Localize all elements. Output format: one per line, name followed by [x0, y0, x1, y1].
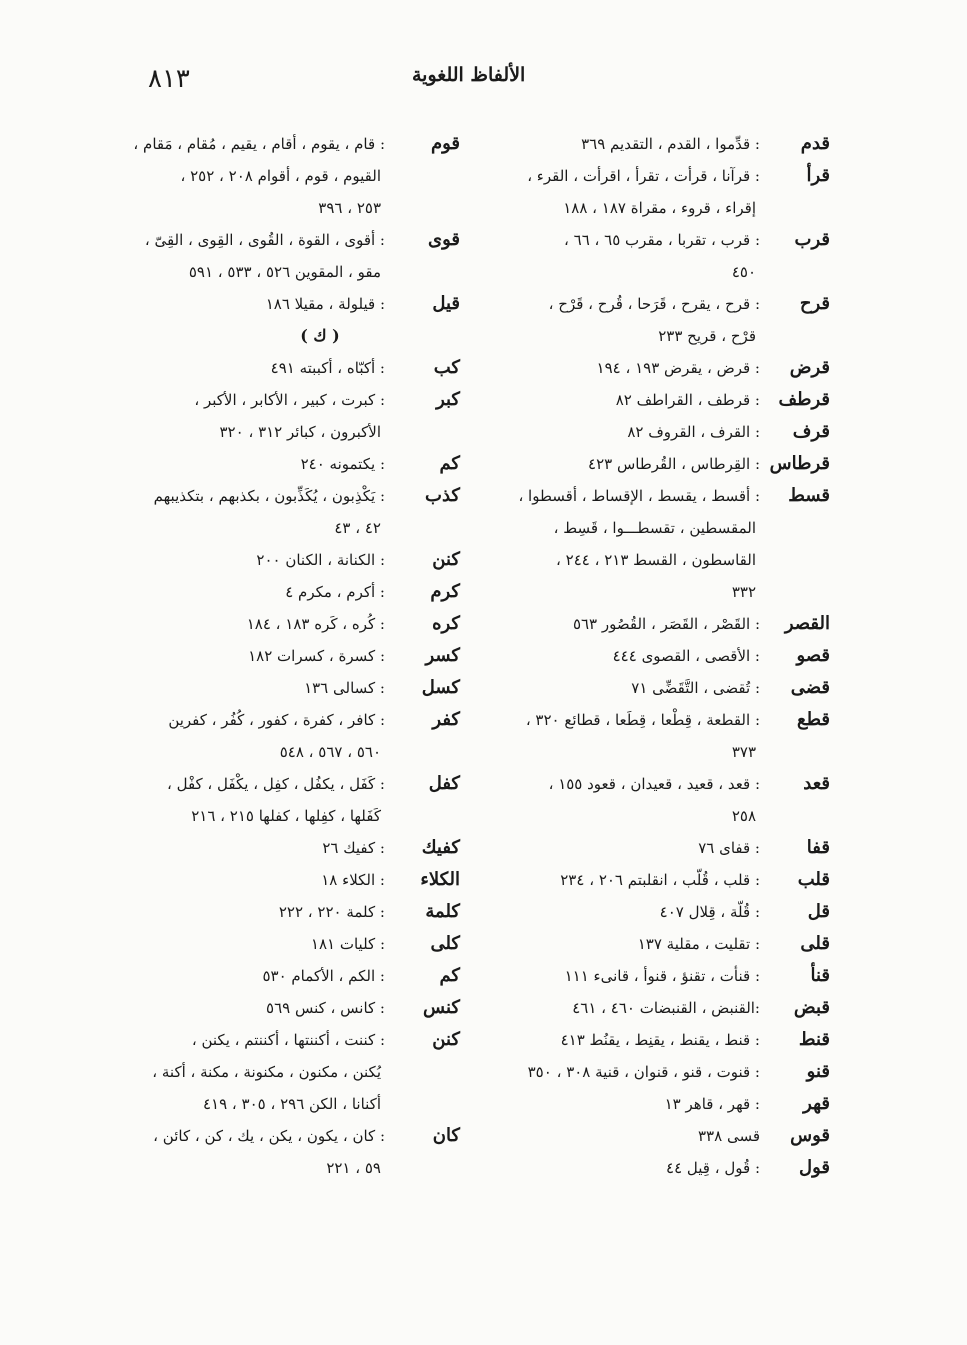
index-entry [120, 832, 460, 864]
entry-line: المقسطين ، تقسطـــوا ، قَسِط ، [553, 519, 756, 537]
entry-line: : قنوت ، قنو ، قنوان ، قنية ٣٠٨ ، ٣٥٠ [527, 1063, 760, 1081]
entry-body [120, 384, 385, 448]
entry-body [120, 576, 385, 608]
entry-root: كلمة [425, 901, 460, 922]
entry-root: قبض [793, 997, 830, 1018]
index-entry [120, 576, 460, 608]
index-entry [120, 640, 460, 672]
entry-line: ٢٥٨ [731, 807, 756, 825]
entry-root: قرح [799, 293, 830, 314]
entry-body [490, 672, 760, 704]
entry-body [490, 768, 760, 832]
entry-line: إقراء ، قروء ، مقراة ١٨٧ ، ١٨٨ [563, 199, 756, 217]
entry-root: كفيك [421, 837, 460, 858]
entry-line: : أقوى ، القوة ، القُوى ، القِوى ، القِىّ ، [144, 231, 385, 249]
entry-body [490, 608, 760, 640]
entry-line: : الكنانة ، الكنان ٢٠٠ [256, 551, 385, 569]
index-entry [490, 1120, 830, 1152]
entry-body [490, 1056, 760, 1088]
running-title: الألفاظ اللغوية [412, 64, 526, 86]
entry-body [490, 352, 760, 384]
entry-root: قضى [790, 677, 830, 698]
entry-body [490, 960, 760, 992]
index-entry [490, 352, 830, 384]
entry-body [490, 1088, 760, 1120]
entry-line: يُكنن ، مكنون ، مكنونة ، مكنة ، أكنة ، [152, 1063, 381, 1081]
entry-root: كنن [432, 549, 460, 570]
entry-body [120, 640, 385, 672]
entry-line: : قدِّموا ، القدم ، التقديم ٣٦٩ [581, 135, 760, 153]
entry-line: : كفيك ٢٦ [322, 839, 385, 857]
entry-body [120, 864, 385, 896]
section-heading: ( ك ) [300, 326, 340, 345]
entry-line: : كننت ، أكننتها ، أكننتم ، يكنن ، [191, 1031, 385, 1049]
entry-line: : قرطف ، القراطف ٨٢ [615, 391, 760, 409]
entry-body [490, 640, 760, 672]
entry-line: : كسالى ١٣٦ [304, 679, 385, 697]
entry-root: كان [432, 1125, 460, 1146]
entry-root: كنس [423, 997, 460, 1018]
entry-body [120, 608, 385, 640]
entry-body [120, 1120, 385, 1184]
index-entry [120, 992, 460, 1024]
index-entry [490, 1056, 830, 1088]
entry-root: كم [439, 965, 460, 986]
index-entry [490, 928, 830, 960]
entry-line: ٥٩ ، ٢٢١ [326, 1159, 381, 1177]
index-entry [120, 384, 460, 448]
entry-line: ٥٦٠ ، ٥٦٧ ، ٥٤٨ [279, 743, 381, 761]
entry-body [490, 448, 760, 480]
entry-line: : قفاى ٧٦ [698, 839, 760, 857]
entry-root: قفا [806, 837, 830, 858]
index-entry [490, 384, 830, 416]
entry-body [120, 768, 385, 832]
entry-root: قلى [800, 933, 830, 954]
entry-body [120, 704, 385, 768]
entry-root: كم [439, 453, 460, 474]
entry-line: : القرف ، القروف ٨٢ [627, 423, 760, 441]
entry-line: : تقليت ، مقلية ١٣٧ [637, 935, 760, 953]
entry-body [490, 864, 760, 896]
entry-body [120, 224, 385, 288]
entry-body [120, 480, 385, 544]
index-entry [120, 1120, 460, 1184]
index-entry [120, 352, 460, 384]
entry-line: : قلب ، قُلّب ، انقلبتم ٢٠٦ ، ٢٣٤ [560, 871, 760, 889]
entry-line: : كليات ١٨١ [310, 935, 385, 953]
entry-root: قنأ [810, 965, 830, 986]
entry-line: قسى ٣٣٨ [698, 1127, 760, 1145]
entry-root: كفل [428, 773, 460, 794]
entry-line: كَفَلها ، كفِلها ، كفلها ٢١٥ ، ٢١٦ [191, 807, 381, 825]
entry-root: قرب [794, 229, 830, 250]
entry-body [120, 896, 385, 928]
entry-root: كسر [425, 645, 460, 666]
entry-line: مقو ، المقوين ٥٢٦ ، ٥٣٣ ، ٥٩١ [188, 263, 381, 281]
index-entry [120, 928, 460, 960]
entry-line: القيوم ، قوم ، أقوام ٢٠٨ ، ٢٥٢ ، [180, 167, 381, 185]
index-entry [120, 224, 460, 288]
index-entry [120, 672, 460, 704]
entry-root: قنو [806, 1061, 830, 1082]
entry-root: كلى [430, 933, 460, 954]
entry-line: : قرب ، تقربا ، مقرب ٦٥ ، ٦٦ ، [564, 231, 760, 249]
entry-body [120, 544, 385, 576]
entry-body [490, 128, 760, 160]
entry-body [120, 992, 385, 1024]
entry-line: : تُقضى ، التَّقَضِّى ٧١ [631, 679, 760, 697]
entry-body [120, 1024, 385, 1120]
entry-line: : الكم ، الأكمام ٥٣٠ [262, 967, 385, 985]
entry-body [490, 992, 760, 1024]
entry-body [120, 960, 385, 992]
entry-line: : كلمة ٢٢٠ ، ٢٢٢ [278, 903, 385, 921]
index-entry [120, 544, 460, 576]
entry-body [490, 384, 760, 416]
entry-root: قل [807, 901, 830, 922]
entry-body [490, 416, 760, 448]
entry-line: : قرح ، يقرح ، قَرَحا ، قُرح ، قَرْح ، [548, 295, 760, 313]
entry-root: قسط [788, 485, 830, 506]
index-entry [120, 1024, 460, 1120]
entry-line: : قعد ، قعيد ، قعيدان ، قعود ١٥٥ ، [548, 775, 760, 793]
entry-line: : القِرطاس ، القُرطاس ٤٢٣ [588, 455, 760, 473]
index-entry [490, 416, 830, 448]
entry-body [490, 1120, 760, 1152]
entry-line: : يَكْذِبون ، يُكَذِّبون ، بكذبهم ، بتكذيبهم [153, 487, 385, 505]
index-entry [120, 288, 460, 320]
index-entry [120, 704, 460, 768]
index-entry [120, 896, 460, 928]
entry-root: الكلاء [420, 869, 460, 890]
entry-root: قصو [796, 645, 830, 666]
entry-body [490, 160, 760, 224]
entry-line: قرْح ، قريح ٢٣٣ [658, 327, 756, 345]
entry-line: : قنأت ، تقنؤ ، قنوأ ، قانىء ١١١ [564, 967, 760, 985]
index-entry [120, 864, 460, 896]
entry-root: قوم [430, 133, 460, 154]
entry-body [120, 352, 385, 384]
entry-body [120, 288, 385, 320]
index-entry [490, 224, 830, 288]
index-entry [490, 960, 830, 992]
entry-line: : قرض ، يقرض ١٩٣ ، ١٩٤ [596, 359, 760, 377]
entry-line: : القَصْر ، القَصَر ، القُصُور ٥٦٣ [572, 615, 760, 633]
entry-line: : كافر ، كفرة ، كفور ، كُفُر ، كفرين [168, 711, 385, 729]
entry-line: : كبرت ، كبير ، الأكابر ، الأكبر ، [194, 391, 385, 409]
entry-line: : أقسط ، يقسط ، الإقساط ، أقسطوا ، [518, 487, 760, 505]
entry-line: ٢٥٣ ، ٣٩٦ [318, 199, 381, 217]
entry-body [120, 672, 385, 704]
index-entry [120, 448, 460, 480]
index-entry [490, 704, 830, 768]
entry-line: ٤٥٠ [731, 263, 756, 281]
entry-root: كنن [432, 1029, 460, 1050]
page-number: ٨١٣ [148, 64, 190, 94]
index-entry [490, 160, 830, 224]
left-column [120, 128, 460, 1184]
entry-root: قول [799, 1157, 830, 1178]
entry-root: قرأ [806, 165, 830, 186]
entry-root: قوى [428, 229, 460, 250]
index-entry [490, 672, 830, 704]
entry-body [120, 448, 385, 480]
entry-root: قوس [790, 1125, 830, 1146]
entry-line: : الأقصى ، القصوى ٤٤٤ [612, 647, 760, 665]
entry-root: قرف [792, 421, 830, 442]
entry-line: أكنانا ، الكن ٢٩٦ ، ٣٠٥ ، ٤١٩ [202, 1095, 381, 1113]
index-entry [490, 1088, 830, 1120]
entry-line: : قرآنا ، قرأت ، تقرأ ، اقرأت ، القرء ، [527, 167, 760, 185]
entry-body [120, 832, 385, 864]
entry-body [120, 128, 385, 224]
entry-root: قرض [789, 357, 830, 378]
index-entry [490, 864, 830, 896]
entry-root: كبر [436, 389, 460, 410]
entry-root: قهر [803, 1093, 830, 1114]
entry-line: ٣٣٢ [731, 583, 756, 601]
entry-line: : القطعة ، قِطْعا ، قِطَعا ، قطائع ٣٢٠ ، [525, 711, 760, 729]
entry-body [490, 288, 760, 352]
right-column [490, 128, 830, 1184]
entry-line: : قُول ، قِيل ٤٤ [666, 1159, 760, 1177]
entry-line: : كسرة ، كسرات ١٨٢ [248, 647, 385, 665]
index-entry [120, 480, 460, 544]
index-entry [490, 1024, 830, 1056]
entry-root: كرم [430, 581, 460, 602]
entry-body [120, 928, 385, 960]
entry-root: قرطاس [769, 453, 830, 474]
index-entry [120, 768, 460, 832]
index-entry [490, 608, 830, 640]
index-entry [490, 288, 830, 352]
entry-root: قدم [800, 133, 830, 154]
entry-root: كفر [432, 709, 460, 730]
entry-body [490, 224, 760, 288]
entry-line: القاسطون ، القسط ٢١٣ ، ٢٤٤ ، [556, 551, 756, 569]
entry-line: : قنط ، يقنط ، يقنِط ، يقنُط ٤١٣ [560, 1031, 760, 1049]
entry-line: : قام ، يقوم ، أقام ، يقيم ، مُقام ، مَقام ، [133, 135, 385, 153]
entry-root: كسل [421, 677, 460, 698]
index-entry [490, 1152, 830, 1184]
entry-line: : أكرم ، مكرم ٤ [285, 583, 385, 601]
entry-line: : كُره ، كَره ١٨٣ ، ١٨٤ [246, 615, 385, 633]
entry-body [490, 928, 760, 960]
entry-body [490, 896, 760, 928]
entry-root: قيل [432, 293, 460, 314]
entry-root: القصر [784, 613, 830, 634]
index-entry [120, 960, 460, 992]
index-entry [490, 832, 830, 864]
entry-line: : كانس ، كنس ٥٦٩ [266, 999, 385, 1017]
entry-root: قنط [798, 1029, 830, 1050]
index-entry [490, 480, 830, 608]
entry-line: : كان ، يكون ، يكن ، يك ، كن ، كائن ، [153, 1127, 385, 1145]
entry-line: : أكبّاه ، أكببته ٤٩١ [270, 359, 385, 377]
entry-body [490, 1152, 760, 1184]
entry-line: : قهر ، قاهر ١٣ [664, 1095, 760, 1113]
entry-root: كب [433, 357, 460, 378]
entry-line: :القنبض ، القنبضات ٤٦٠ ، ٤٦١ [572, 999, 760, 1017]
index-entry [490, 896, 830, 928]
entry-line: : قُلّة ، قِلال ٤٠٧ [659, 903, 760, 921]
entry-root: كذب [425, 485, 460, 506]
index-entry [490, 768, 830, 832]
entry-body [490, 832, 760, 864]
entry-root: قلب [797, 869, 830, 890]
entry-line: الأكبرون ، كبائر ٣١٢ ، ٣٢٠ [219, 423, 381, 441]
entry-line: : يكتمونه ٢٤٠ [300, 455, 385, 473]
entry-root: قعد [803, 773, 830, 794]
index-entry [490, 640, 830, 672]
entry-line: : الكلاء ١٨ [321, 871, 385, 889]
index-entry [490, 992, 830, 1024]
entry-line: : قيلولة ، مقيلا ١٨٦ [265, 295, 385, 313]
entry-body [490, 1024, 760, 1056]
index-entry [490, 448, 830, 480]
entry-line: ٣٧٣ [731, 743, 756, 761]
entry-body [490, 480, 760, 608]
index-entry [120, 608, 460, 640]
entry-body [490, 704, 760, 768]
entry-root: قرطف [778, 389, 830, 410]
entry-line: : كَفَل ، يكفُل ، كفِل ، يكْفَل ، كفْل ، [166, 775, 385, 793]
entry-root: كره [432, 613, 460, 634]
entry-line: ٤٢ ، ٤٣ [334, 519, 381, 537]
index-entry [490, 128, 830, 160]
entry-root: قطع [797, 709, 830, 730]
index-entry [120, 128, 460, 224]
